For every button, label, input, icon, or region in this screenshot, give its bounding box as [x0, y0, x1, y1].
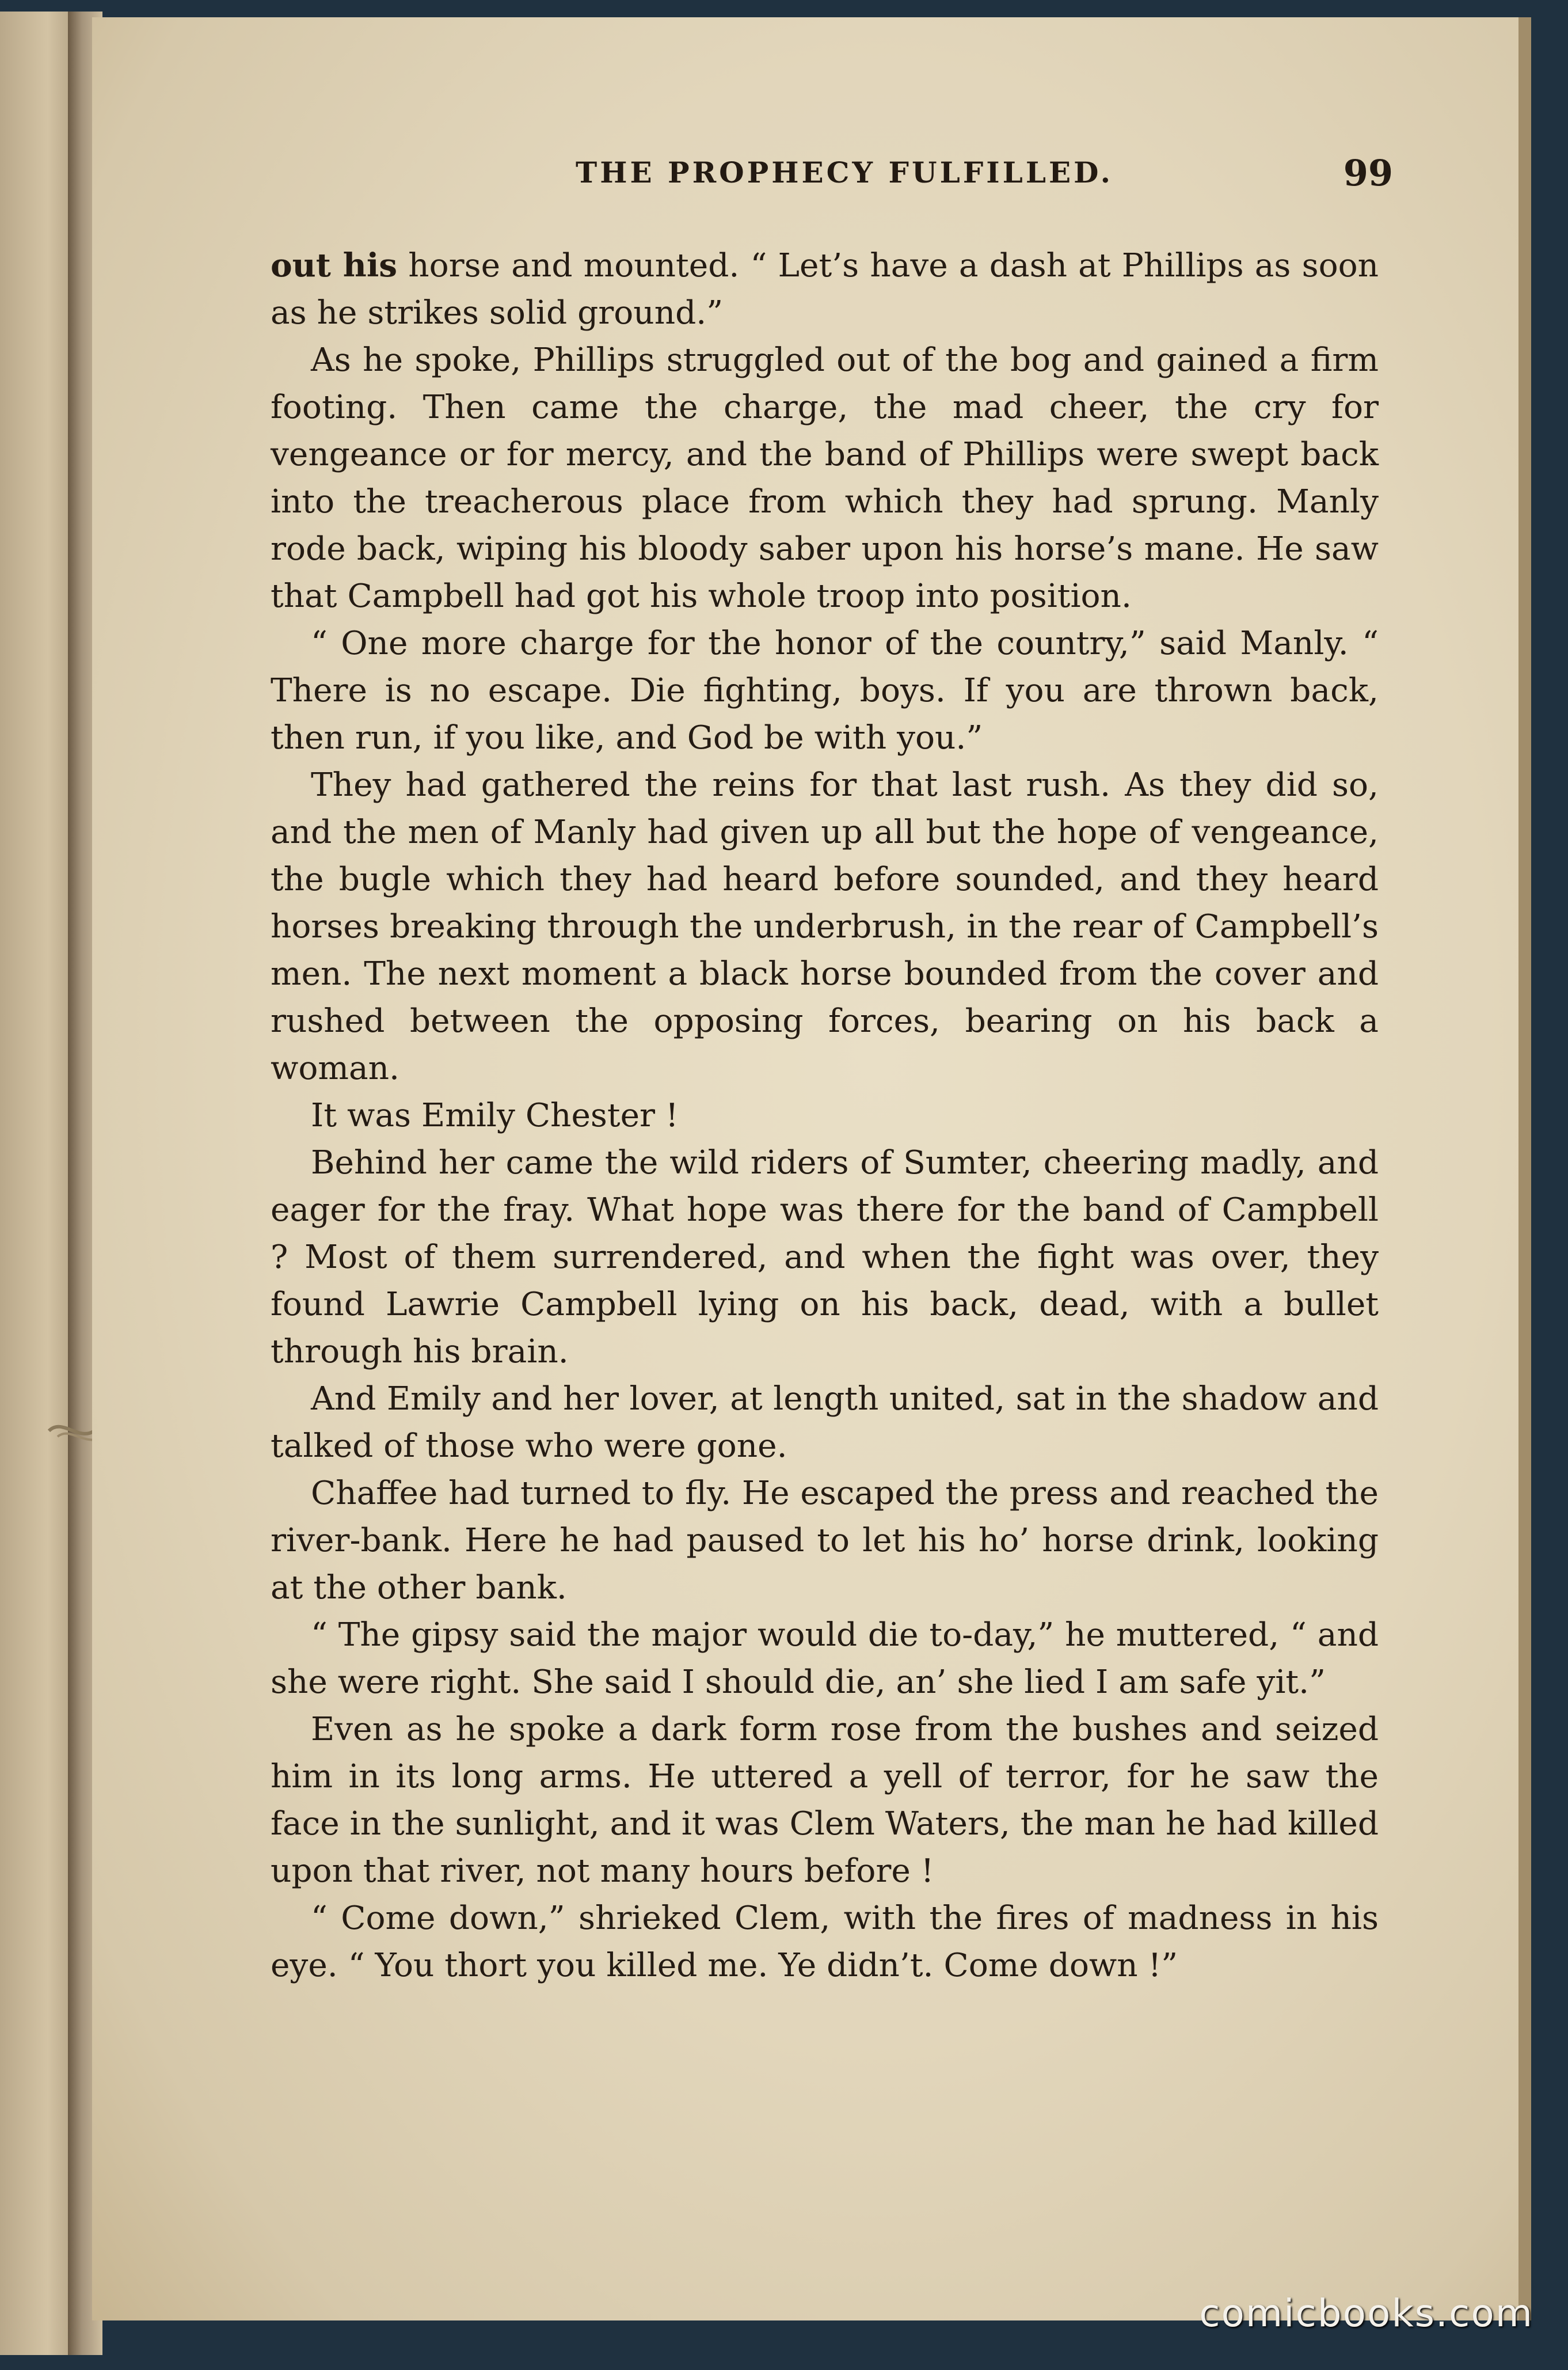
body-text	[271, 242, 1379, 1989]
paragraph-lead: out his	[271, 246, 398, 284]
paragraph: Chaffee had turned to fly. He escaped the press and reached the river-bank. Here he had paused to let his ho’ horse drink, looking at the other bank.	[271, 1475, 1379, 1606]
watermark: comicbooks.com	[1199, 2291, 1533, 2335]
paragraph-text: horse and mounted. “ Let’s have a dash at Phillips as soon as he strikes solid ground.”	[271, 247, 1379, 332]
paragraph: They had gathered the reins for that last rush. As they did so, and the men of Manly had given up all but the hope of vengeance, the bugle which they had heard before sounded, and they heard horses breaking through the underbrush, in the rear of Campbell’s men. The next moment a black horse bounded from the cover and rushed between the opposing forces, bearing on his back a woman.	[271, 766, 1379, 1087]
paragraph: As he spoke, Phillips struggled out of the bog and gained a firm footing. Then came the charge, the mad cheer, the cry for vengeance or for mercy, and the band of Phillips were swept back into the treacherous place from which they had sprung. Manly rode back, wiping his bloody saber upon his horse’s mane. He saw that Campbell had got his whole troop into position.	[271, 341, 1379, 615]
paragraph: “ The gipsy said the major would die to-day,” he muttered, “ and she were right. She said I should die, an’ she lied I am safe yit.”	[271, 1616, 1379, 1701]
page-number: 99	[1343, 152, 1393, 194]
paragraph	[271, 242, 1379, 337]
running-title: THE PROPHECY FULFILLED.	[576, 155, 1114, 189]
page-header	[576, 152, 1393, 207]
paragraph: “ Come down,” shrieked Clem, with the fires of madness in his eye. “ You thort you killed me. Ye didn’t. Come down !”	[271, 1900, 1379, 1984]
paragraph: Even as he spoke a dark form rose from the bushes and seized him in its long arms. He uttered a yell of terror, for he saw the face in the sunlight, and it was Clem Waters, the man he had killed upon that river, not many hours before !	[271, 1711, 1379, 1890]
paragraph: It was Emily Chester !	[311, 1097, 679, 1134]
paragraph: “ One more charge for the honor of the country,” said Manly. “ There is no escape. Die fighting, boys. If you are thrown back, then run, if you like, and God be with you.”	[271, 625, 1379, 757]
paragraph: Behind her came the wild riders of Sumter, cheering madly, and eager for the fray. What hope was there for the band of Campbell ? Most of them surrendered, and when the fight was over, they found Lawrie Campbell lying on his back, dead, with a bullet through his brain.	[271, 1144, 1379, 1370]
paragraph: And Emily and her lover, at length united, sat in the shadow and talked of those who were gone.	[271, 1380, 1379, 1465]
